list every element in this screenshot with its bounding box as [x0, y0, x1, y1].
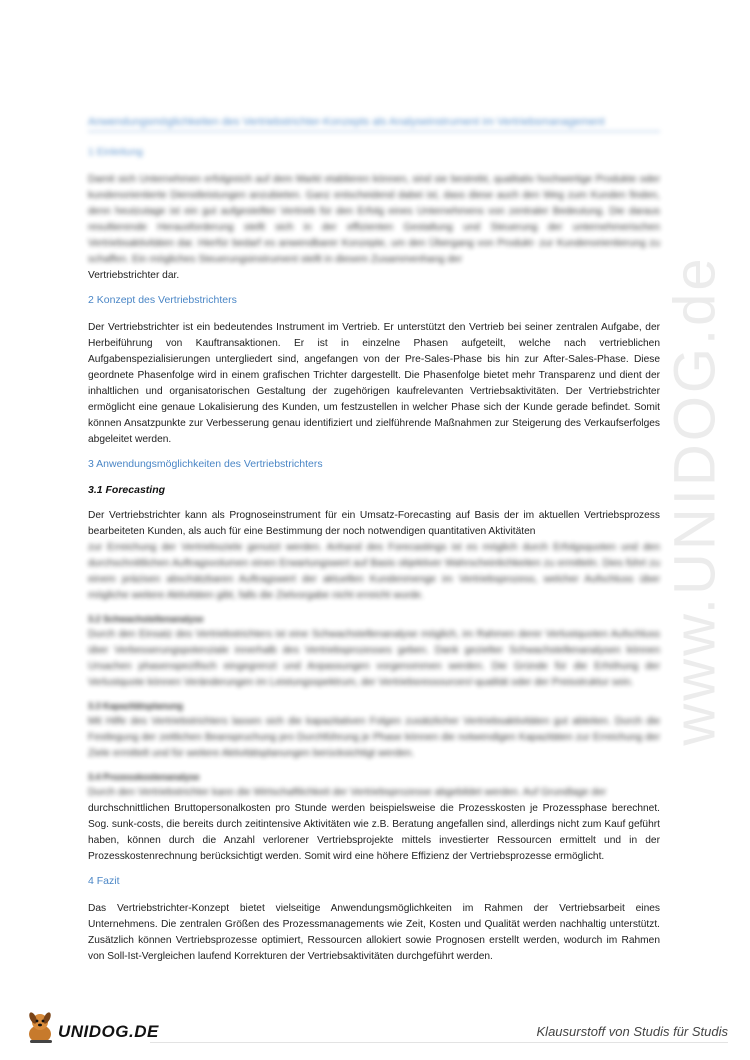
heading-forecasting: 3.1 Forecasting [88, 484, 166, 496]
document-title: Anwendungsmöglichkeiten des Vertriebstrichter-Konzepts als Analyseinstrument im Vertriebsmanagement [88, 116, 660, 132]
section-intro [88, 146, 660, 284]
heading-conclusion: 4 Fazit [88, 875, 120, 887]
paragraph-intro-tail: Vertriebstrichter dar. [88, 270, 180, 281]
unidog-logo [24, 1010, 159, 1046]
section-conclusion [88, 875, 660, 965]
footer-tagline: Klausurstoff von Studis für Studis [536, 1024, 728, 1039]
document-page [88, 110, 660, 975]
heading-applications: 3 Anwendungsmöglichkeiten des Vertriebstrichters [88, 458, 323, 470]
watermark-text: www.UNIDOG.de [662, 254, 728, 746]
heading-cost: 3.4 Prozesskostenanalyse [88, 772, 200, 782]
section-concept [88, 294, 660, 448]
paragraph-forecasting-blurred: zur Erreichung der Vertriebsziele genutzt werden. Anhand des Forecastings ist es möglich durch Erfolgsquoten und den durchschnittlichen Auftragsvolumen einen Erwartungswert auf Basis objektiver Wahrscheinlichkeiten zu ermitteln. Dies führt zu einem präzisen abschätzbaren Auftragswert der aktuellen Kundenmenge im Vertriebsprozess, welcher Aufschluss über mögliche weitere Aktivitäten gibt, falls die Zielvorgabe nicht erreicht wurde. [88, 542, 660, 601]
heading-weakness: 3.2 Schwachstellenanalyse [88, 614, 204, 624]
heading-capacity: 3.3 Kapazitätsplanung [88, 701, 184, 711]
section-applications [88, 458, 660, 865]
paragraph-conclusion: Das Vertriebstrichter-Konzept bietet vielseitige Anwendungsmöglichkeiten im Rahmen der Vertriebsarbeit eines Unternehmens. Die zentralen Größen des Prozessmanagements wie Zeit, Kosten und Qualität werden nachhaltig unterstützt. Zusätzlich können Vertriebsprozesse optimiert, Ressourcen allokiert sowie Prognosen erstellt werden, wodurch im Rahmen von Soll-Ist-Vergleichen laufend Korrekturen der Vertriebsaktivitäten durchgeführt werden. [88, 903, 660, 962]
paragraph-cost: durchschnittlichen Bruttopersonalkosten pro Stunde werden beispielsweise die Prozesskosten je Prozessphase berechnet. Sog. sunk-costs, die bereits durch zeitintensive Aktivitäten wie z.B. Beratung angefallen sind, allerdings nicht zum Kauf geführt haben, können durch die Anzahl verlorener Vertriebsprojekte mittels investierter Ressourcen ermittelt und in der Prozesskostenrechnung berücksichtigt werden. Somit wird eine höhere Effizienz der Vertriebsprozesse ermöglicht. [88, 803, 660, 862]
heading-concept: 2 Konzept des Vertriebstrichters [88, 294, 237, 306]
paragraph-cost-blurred: Durch den Vertriebstrichter kann die Wirtschaftlichkeit der Vertriebsprozesse abgebildet werden. Auf Grundlage der [88, 787, 607, 798]
footer-divider [150, 1042, 728, 1043]
paragraph-concept: Der Vertriebstrichter ist ein bedeutendes Instrument im Vertrieb. Er unterstützt den Vertrieb bei seiner zentralen Aufgabe, der Herbeiführung von Kauftransaktionen. Er ist in einzelne Phasen aufgeteilt, welche nach vertrieblichen Aufgabenspezialisierungen untergliedert sind, angefangen von der Pre-Sales-Phase bis hin zur After-Sales-Phase. Diese geordnete Phasenfolge wird in einem grafischen Trichter dargestellt. Die Phasenfolge bietet mehr Transparenz und dient der inhaltlichen und organisatorischen Gestaltung der zugehörigen kaufrelevanten Vertriebsaktivitäten. Der Vertriebstrichter ermöglicht eine genaue Lokalisierung des Kunden, um festzustellen in welcher Phase sich der Kunde gerade befindet. Somit können Ansatzpunkte zur Verbesserung genau identifiziert und zielführende Maßnahmen zur Steigerung des Verkaufserfolges abgeleitet werden. [88, 322, 660, 445]
logo-text: UNIDOG.DE [58, 1022, 159, 1041]
heading-intro: 1 Einleitung [88, 146, 143, 158]
dog-icon [24, 1010, 58, 1046]
paragraph-forecasting: Der Vertriebstrichter kann als Prognoseinstrument für ein Umsatz-Forecasting auf Basis der im aktuellen Vertriebsprozess bearbeiteten Kunden, als auch für eine Bestimmung der noch notwendigen quantitativen Aktivitäten [88, 510, 660, 537]
paragraph-weakness: Durch den Einsatz des Vertriebstrichters ist eine Schwachstellenanalyse möglich, im Rahmen derer Verlustquoten Aufschluss über Verbesserungspotenziale innerhalb des Vertriebsprozesses geben. Dank gezielter Schwachstellenanalysen können Ursachen phasenspezifisch eingegrenzt und Anpassungen vorgenommen werden. Die Gründe für die Erhöhung der Verlustquote können Veränderungen im Leistungsspektrum, der Vertriebsressourcen/-qualität oder der Preisstruktur sein. [88, 629, 660, 688]
paragraph-intro: Damit sich Unternehmen erfolgreich auf dem Markt etablieren können, sind sie bestrebt, qualitativ hochwertige Produkte oder kundenorientierte Dienstleistungen anzubieten. Ganz entscheidend dabei ist, dass diese auch den Weg zum Kunden finden, denn heutzutage ist ein gut aufgestellter Vertrieb für den Erfolg eines Unternehmens von zentraler Bedeutung. Die daraus resultierende Herausforderung stellt sich in der effizienten Gestaltung und Steuerung der unternehmerischen Vertriebsaktivitäten dar. Hierfür bedarf es anwendbarer Konzepte, um den Übergang von Produkt- zur Kundenorientierung zu schaffen. Ein mögliches Steuerungsinstrument stellt in diesem Zusammenhang der [88, 174, 660, 265]
paragraph-capacity: Mit Hilfe des Vertriebstrichters lassen sich die kapazitativen Folgen zusätzlicher Vertriebsaktivitäten gut ableiten. Durch die Festlegung der zeitlichen Beanspruchung pro Durchführung je Phase können die notwendigen Kapazitäten zur Erreichung der Ziele ermittelt und für weitere Aktivitätsplanungen berücksichtigt werden. [88, 716, 660, 759]
